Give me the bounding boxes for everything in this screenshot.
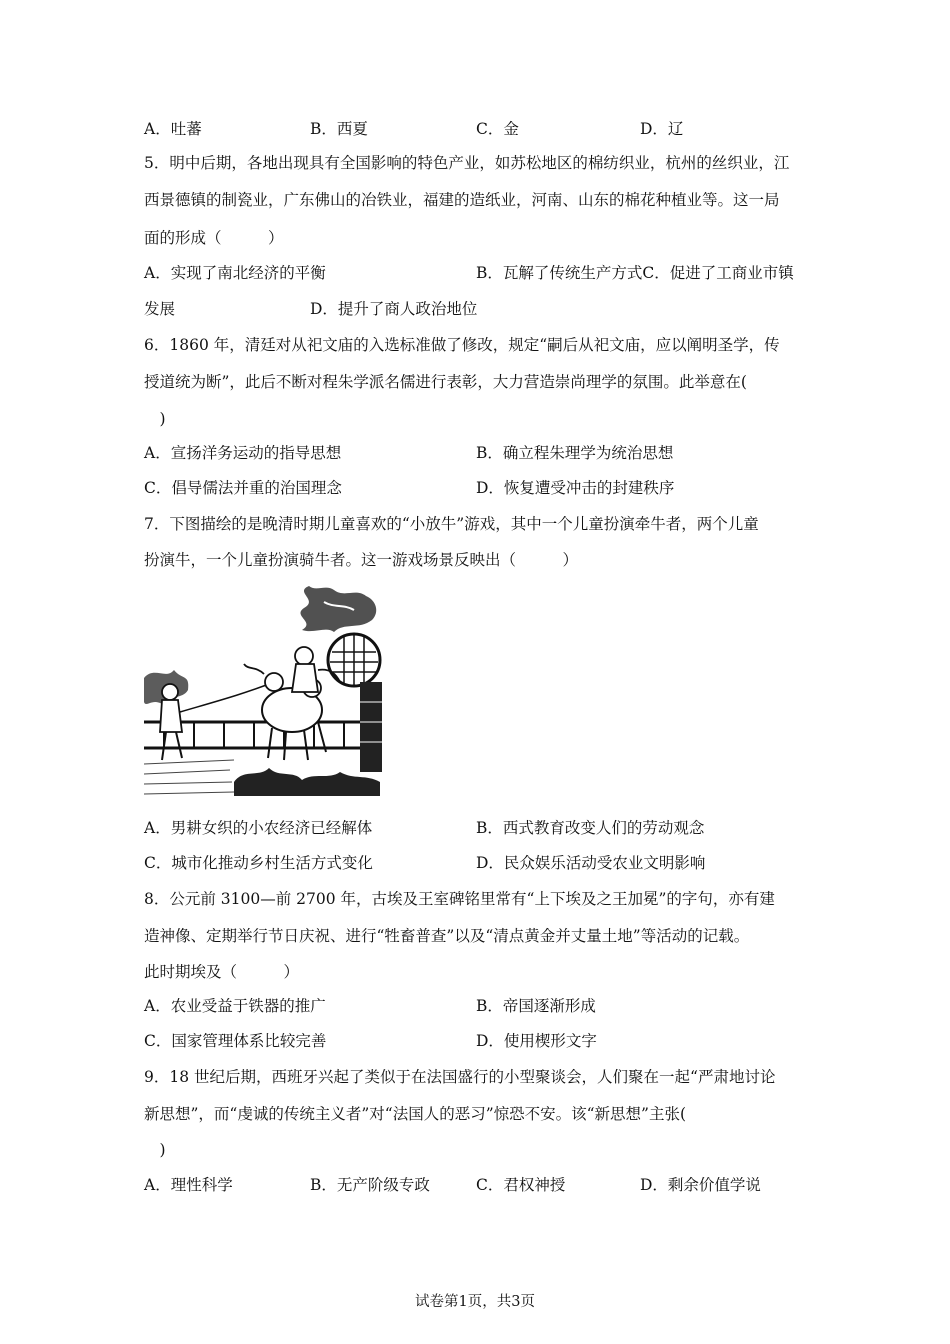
q4-option-d: D．辽 [640, 120, 684, 138]
q5-stem-line-1: 5．明中后期，各地出现具有全国影响的特色产业，如苏松地区的棉纺织业，杭州的丝织业，江 [144, 154, 790, 172]
q7-stem-line-1: 7．下图描绘的是晚清时期儿童喜欢的“小放牛”游戏，其中一个儿童扮演牵牛者，两个儿童 [144, 515, 759, 533]
q6-stem-line-1: 6．1860 年，清廷对从祀文庙的入选标准做了修改，规定“嗣后从祀文庙，应以阐明圣学，传 [144, 336, 780, 354]
q8-stem-line-2: 造神像、定期举行节日庆祝、进行“牲畜普查”以及“清点黄金并丈量土地”等活动的记载。 [144, 927, 750, 945]
q9-option-a: A．理性科学 [144, 1176, 233, 1194]
q6-option-d: D．恢复遭受冲击的封建秩序 [476, 479, 675, 497]
q6-stem-line-2: 授道统为断”，此后不断对程朱学派名儒进行表彰，大力营造崇尚理学的氛围。此举意在( [144, 373, 747, 391]
q5-option-a: A．实现了南北经济的平衡 [144, 264, 326, 282]
q5-option-b-c: B．瓦解了传统生产方式C．促进了工商业市镇 [476, 264, 794, 282]
q7-option-c: C．城市化推动乡村生活方式变化 [144, 854, 373, 872]
q4-option-c: C．金 [476, 120, 519, 138]
q9-stem-line-1: 9．18 世纪后期，西班牙兴起了类似于在法国盛行的小型聚谈会，人们聚在一起“严肃地讨论 [144, 1068, 776, 1086]
q8-option-b: B．帝国逐渐形成 [476, 997, 596, 1015]
q7-option-d: D．民众娱乐活动受农业文明影响 [476, 854, 706, 872]
children-game-illustration [144, 582, 382, 800]
q6-option-b: B．确立程朱理学为统治思想 [476, 444, 674, 462]
q9-stem-line-2: 新思想”，而“虔诚的传统主义者”对“法国人的恶习”惊恐不安。该“新思想”主张( [144, 1105, 687, 1123]
q9-option-b: B．无产阶级专政 [310, 1176, 430, 1194]
q6-option-c: C．倡导儒法并重的治国理念 [144, 479, 342, 497]
q5-option-d: D．提升了商人政治地位 [310, 300, 478, 318]
q4-option-a: A．吐蕃 [144, 120, 202, 138]
q6-stem-line-3: ) [144, 410, 166, 428]
q7-stem-line-2: 扮演牛，一个儿童扮演骑牛者。这一游戏场景反映出（ ） [144, 551, 579, 569]
q9-option-c: C．君权神授 [476, 1176, 566, 1194]
q5-stem-line-2: 西景德镇的制瓷业，广东佛山的冶铁业，福建的造纸业，河南、山东的棉花种植业等。这一局 [144, 191, 780, 209]
q8-stem-line-3: 此时期埃及（ ） [144, 963, 300, 981]
q7-option-b: B．西式教育改变人们的劳动观念 [476, 819, 705, 837]
q6-option-a: A．宣扬洋务运动的指导思想 [144, 444, 342, 462]
q7-option-a: A．男耕女织的小农经济已经解体 [144, 819, 373, 837]
q5-option-c-cont: 发展 [144, 300, 176, 318]
q5-stem-line-3: 面的形成（ ） [144, 229, 284, 247]
q4-option-b: B．西夏 [310, 120, 368, 138]
q8-stem-line-1: 8．公元前 3100—前 2700 年，古埃及王室碑铭里常有“上下埃及之王加冕”的字句，亦有建 [144, 890, 775, 908]
page-footer: 试卷第1页，共3页 [415, 1294, 535, 1310]
q9-stem-line-3: ) [144, 1141, 166, 1159]
q8-option-d: D．使用楔形文字 [476, 1032, 597, 1050]
q8-option-c: C．国家管理体系比较完善 [144, 1032, 327, 1050]
q9-option-d: D．剩余价值学说 [640, 1176, 761, 1194]
q8-option-a: A．农业受益于铁器的推广 [144, 997, 326, 1015]
